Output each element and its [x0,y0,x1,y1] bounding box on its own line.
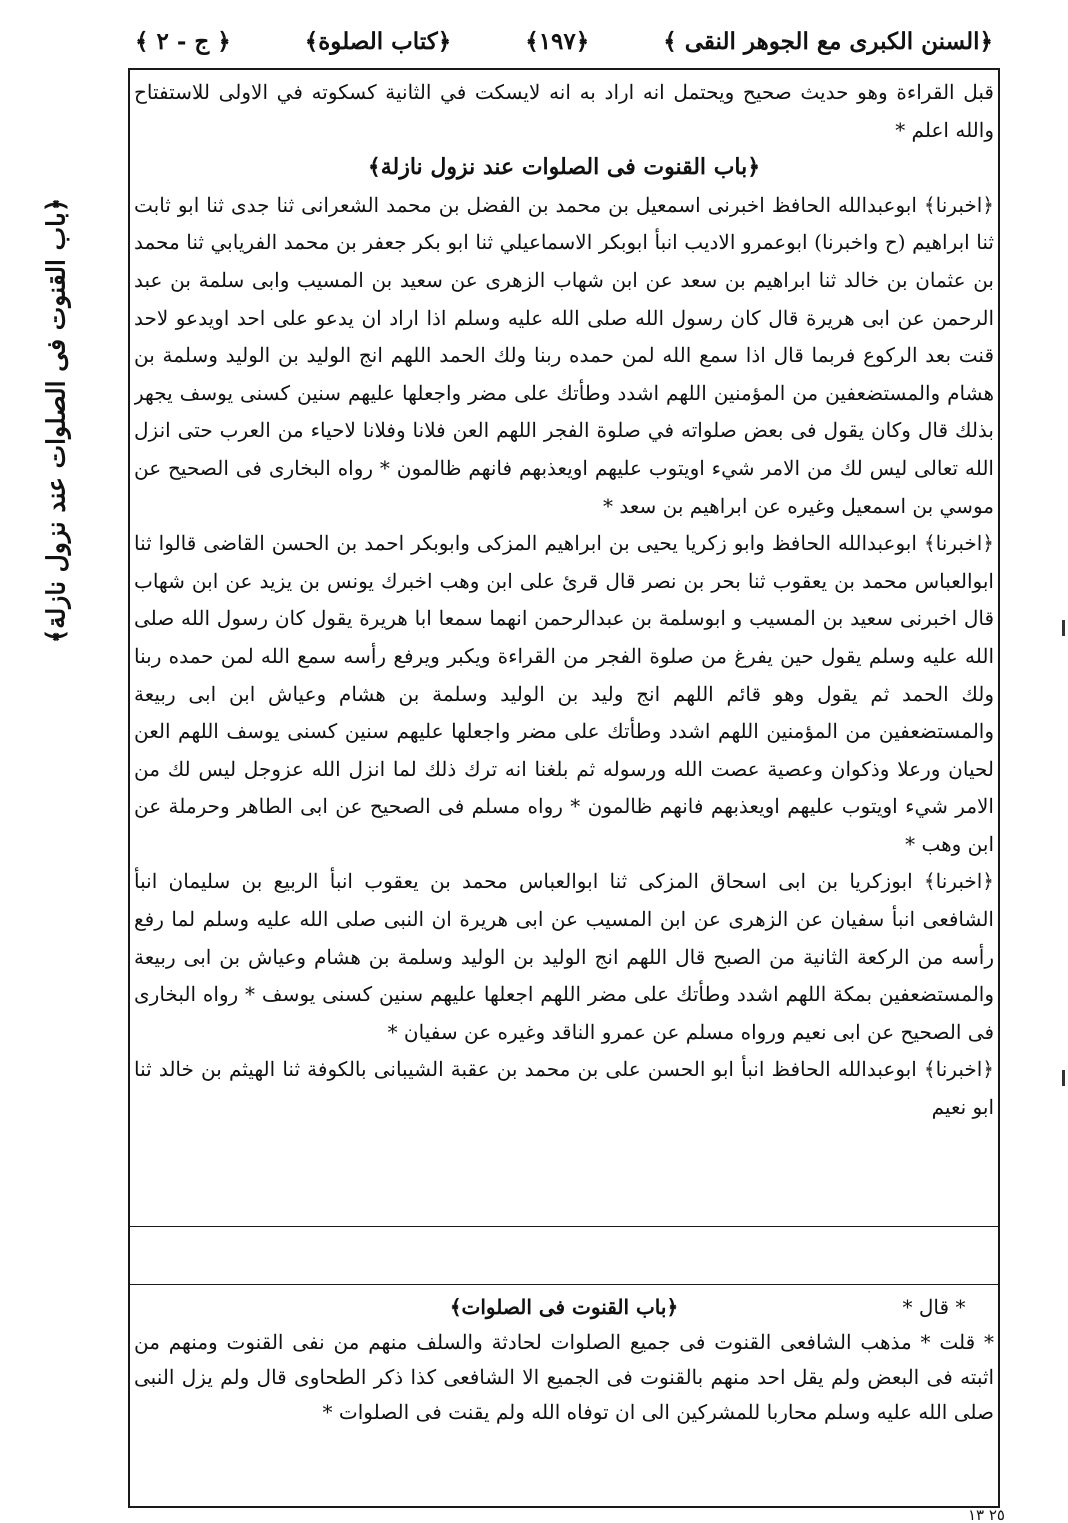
page-number: ﴿١٩٧﴾ [525,27,590,55]
commentary-section [134,1290,994,1500]
page-header [135,22,993,60]
hadith-paragraph-2: ﴿اخبرنا﴾ ابوعبدالله الحافظ وابو زكريا يحيى بن ابراهيم المزكى وابوبكر احمد بن الحسن القاضى قالوا ثنا ابوالعباس محمد بن يعقوب ثنا بحر بن نصر قال قرئ على ابن وهب اخبرك يونس بن يزيد عن ابن شهاب قال اخبرنى سعيد بن المسيب و ابوسلمة بن عبدالرحمن انهما سمعا ابا هريرة يقول كان رسول الله صلى الله عليه وسلم يقول حين يفرغ من صلوة الفجر من القراءة ويكبر ويرفع رأسه سمع الله لمن حمده ربنا ولك الحمد ثم يقول وهو قائم اللهم انج وليد بن الوليد وسلمة بن هشام وعياش ابن ابى ربيعة والمستضعفين من المؤمنين اللهم اشدد وطأتك على مضر واجعلها عليهم سنين كسنى يوسف اللهم العن لحيان ورعلا وذكوان وعصية عصت الله ورسوله ثم بلغنا انه ترك ذلك لما انزل الله عزوجل ليس لك من الامر شيء اويتوب عليهم اويعذبهم فانهم ظالمون * رواه مسلم فى الصحيح عن ابى الطاهر وحرملة عن ابن وهب * [134,531,994,856]
kitab-title: ﴿كتاب الصلوة﴾ [304,27,452,55]
chapter-heading: ﴿باب القنوت فى الصلوات عند نزول نازلة﴾ [367,154,761,181]
opening-paragraph: قبل القراءة وهو حديث صحيح ويحتمل انه اراد به انه لايسكت في الثانية كسكوته في الاولى للاستفتاح والله اعلم * [134,80,994,142]
commentary-text: * قلت * مذهب الشافعى القنوت فى جميع الصلوات لحادثة والسلف منهم من نفى القنوت ومنهم من اثبته فى البعض ولم يقل احد منهم بالقنوت فى الجميع الا الشافعى كذا ذكر الطحاوى قال ولم يزل النبى صلى الله عليه وسلم محاربا للمشركين الى ان توفاه الله ولم يقنت فى الصلوات * [134,1330,994,1424]
commentary-chapter: ﴿باب القنوت فى الصلوات﴾ [449,1295,679,1319]
hadith-paragraph-4: ﴿اخبرنا﴾ ابوعبدالله الحافظ انبأ ابو الحسن على بن محمد بن عقبة الشيبانى بالكوفة ثنا الهيثم بن خالد ثنا ابو نعيم [134,1057,994,1120]
divider-notes-start [130,1284,998,1285]
qal-label: * قال * [902,1295,966,1319]
hadith-paragraph-3: ﴿اخبرنا﴾ ابوزكريا بن ابى اسحاق المزكى ثنا ابوالعباس محمد بن يعقوب انبأ الربيع بن سليمان انبأ الشافعى انبأ سفيان عن الزهرى عن ابن المسيب عن ابى هريرة ان النبى صلى الله عليه وسلم لما رفع رأسه من الركعة الثانية من الصبح قال اللهم انج الوليد بن الوليد وسلمة بن هشام وعياش بن ابى ربيعة والمستضعفين بمكة اللهم اشدد وطأتك على مضر اللهم اجعلها عليهم سنين كسنى يوسف * رواه البخارى فى الصحيح عن ابى نعيم ورواه مسلم عن عمرو الناقد وغيره عن سفيان * [134,869,994,1044]
commentary-heading-row [134,1290,994,1325]
edge-mark [1062,1070,1065,1086]
margin-chapter-title [16,130,96,710]
book-title: ﴿السنن الكبرى مع الجوهر النقى ﴾ [663,27,993,55]
footer-mark: ٢٥ ١٣ [967,1508,1005,1523]
volume-label: ﴿ ج - ٢ ﴾ [135,27,231,55]
hadith-paragraph-1: ﴿اخبرنا﴾ ابوعبدالله الحافظ اخبرنى اسمعيل بن محمد بن الفضل بن محمد الشعرانى ثنا جدى ثنا ابو ثابت ثنا ابراهيم (ح واخبرنا) ابوعمرو الاديب انبأ ابوبكر الاسماعيلي ثنا ابو بكر جعفر بن محمد الفريابي ثنا محمد بن عثمان بن خالد ثنا ابراهيم بن سعد عن ابن شهاب الزهرى عن سعيد بن المسيب وابى سلمة بن عبد الرحمن عن ابى هريرة قال كان رسول الله صلى الله عليه وسلم اذا اراد ان يدعو على احد اويدعو لاحد قنت بعد الركوع فربما قال اذا سمع الله لمن حمده ربنا ولك الحمد اللهم انج الوليد بن الوليد وسلمة بن هشام والمستضعفين من المؤمنين اللهم اشدد وطأتك على مضر واجعلها عليهم سنين كسنى يوسف يجهر بذلك قال وكان يقول فى بعض صلواته في صلوة الفجر اللهم العن فلانا وفلانا لاحياء من العرب حتى انزل الله تعالى ليس لك من الامر شيء اويتوب عليهم اويعذبهم فانهم ظالمون * رواه البخارى فى الصحيح عن موسي بن اسمعيل وغيره عن ابراهيم بن سعد * [134,192,994,518]
margin-chapter-text: ﴿باب القنوت فى الصلوات عند نزول نازلة﴾ [41,197,71,643]
edge-mark [1062,620,1065,636]
divider-main-end [130,1226,998,1227]
main-text [134,74,994,1224]
